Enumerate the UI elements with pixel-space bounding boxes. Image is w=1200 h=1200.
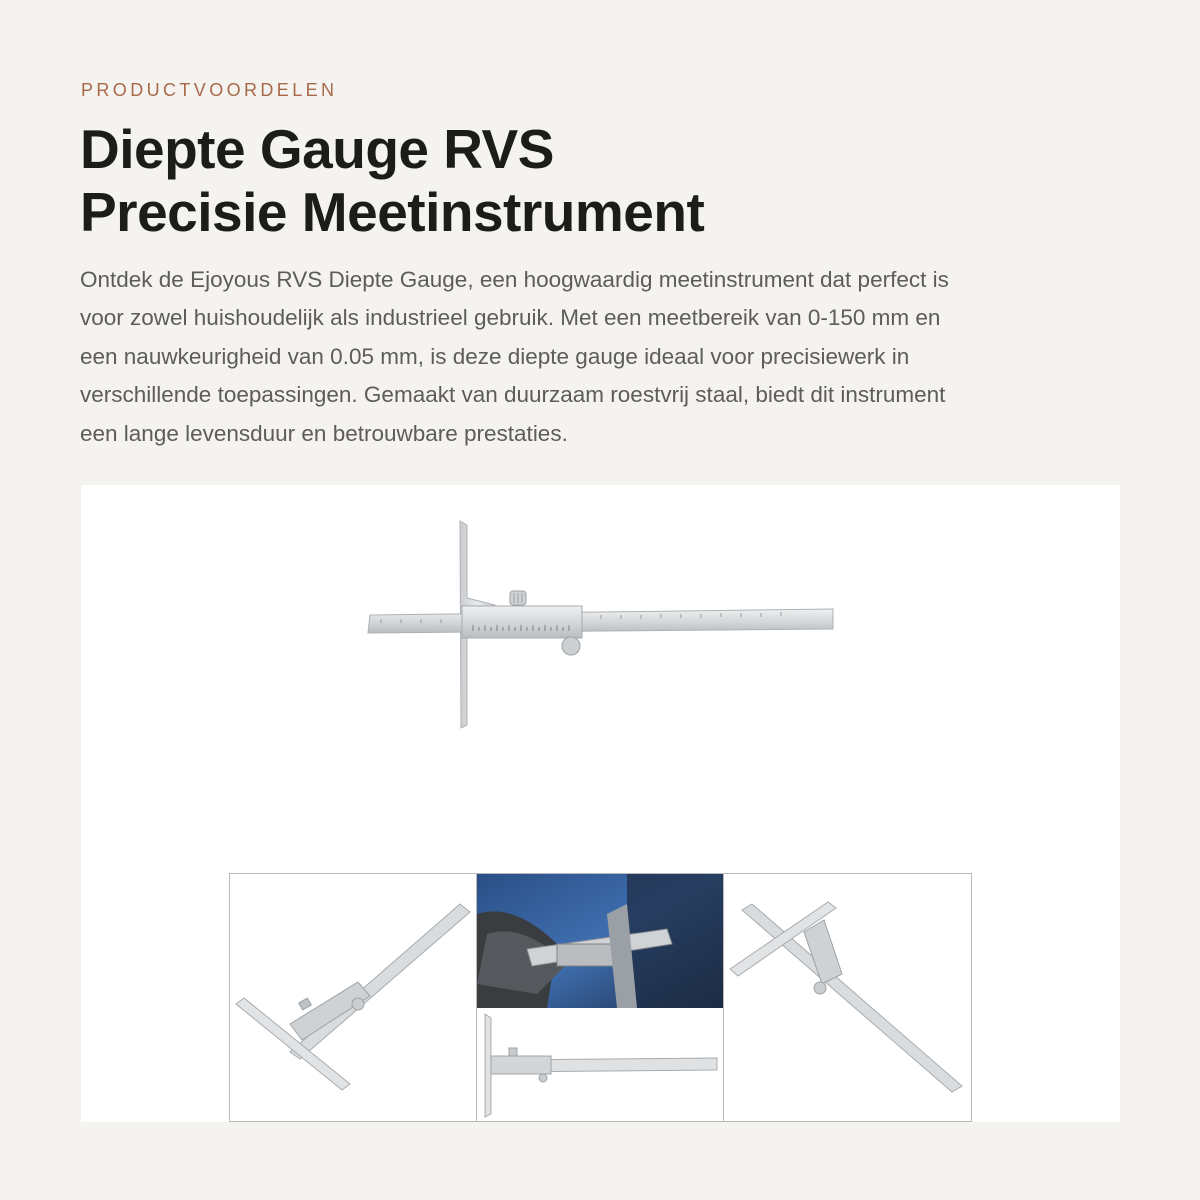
depth-gauge-angled-image [230, 874, 476, 1121]
depth-gauge-hero-image [81, 485, 1120, 865]
depth-gauge-angled-right-image [724, 874, 971, 1121]
depth-gauge-in-use-image [477, 874, 723, 1121]
thumbnail-angled-right[interactable] [724, 874, 971, 1121]
thumbnail-in-use[interactable] [477, 874, 724, 1121]
description-line-3: een nauwkeurigheid van 0.05 mm, is deze diepte gauge ideaal voor precisiewerk in [80, 343, 910, 369]
description-line-4: verschillende toepassingen. Gemaakt van duurzaam roestvrij staal, biedt dit instrument [80, 382, 946, 408]
title-line-2: Precisie Meetinstrument [80, 181, 705, 243]
product-description [80, 261, 1120, 453]
product-thumbnail-strip [229, 873, 972, 1122]
section-eyebrow: PRODUCTVOORDELEN [81, 80, 338, 100]
title-line-1: Diepte Gauge RVS [80, 118, 554, 180]
description-line-5: een lange levensduur en betrouwbare prestaties. [80, 420, 568, 446]
page-title [80, 118, 1120, 244]
description-line-2: voor zowel huishoudelijk als industrieel gebruik. Met een meetbereik van 0-150 mm en [80, 305, 941, 331]
thumbnail-angled-left[interactable] [230, 874, 477, 1121]
description-line-1: Ontdek de Ejoyous RVS Diepte Gauge, een hoogwaardig meetinstrument dat perfect is [80, 267, 949, 292]
product-image-panel [81, 485, 1120, 1122]
